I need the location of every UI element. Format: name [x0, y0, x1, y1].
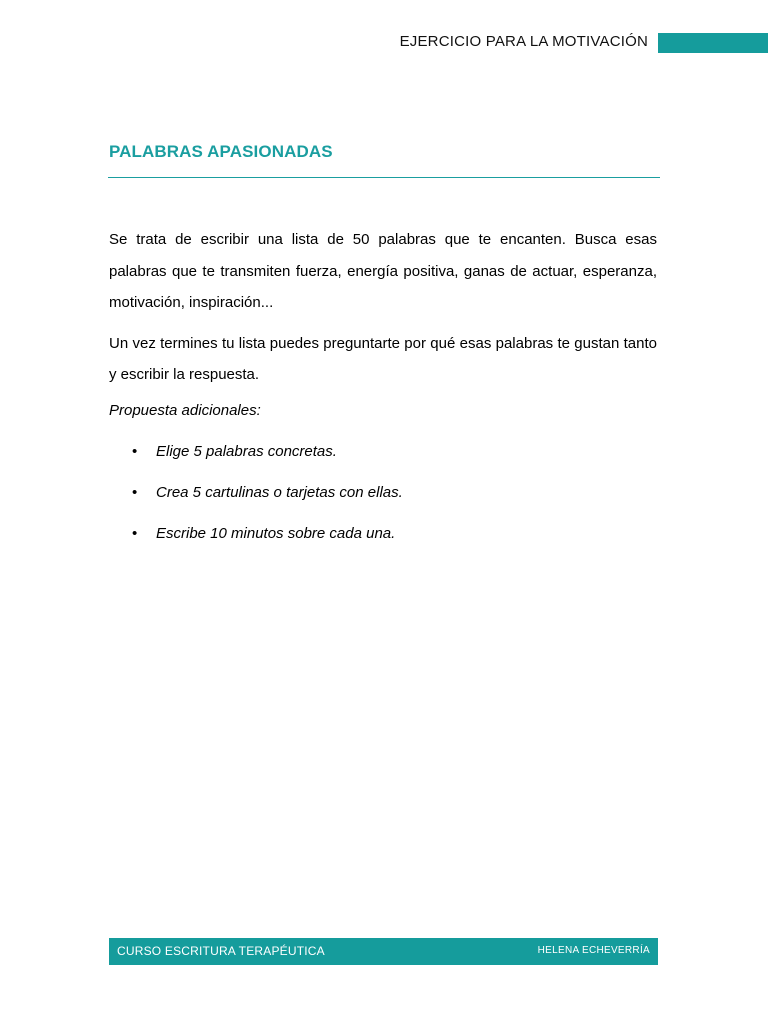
- list-item-text: Escribe 10 minutos sobre cada una.: [156, 524, 396, 542]
- header-accent-bar: [658, 33, 768, 53]
- proposals-list: [109, 441, 657, 545]
- bullet-icon: •: [132, 442, 138, 460]
- section-title: PALABRAS APASIONADAS: [109, 142, 333, 161]
- list-item: [109, 523, 657, 545]
- bullet-icon: •: [132, 483, 138, 501]
- list-item: [109, 482, 657, 504]
- paragraph-intro: Se trata de escribir una lista de 50 palabras que te encanten. Busca esas palabras que te transmiten fuerza, energía positiva, ganas de actuar, esperanza, motivación, inspiración...: [109, 231, 657, 311]
- paragraph-followup: Un vez termines tu lista puedes preguntarte por qué esas palabras te gustan tanto y escribir la respuesta.: [109, 334, 657, 383]
- bullet-icon: •: [132, 524, 138, 542]
- header-title: EJERCICIO PARA LA MOTIVACIÓN: [399, 33, 648, 50]
- list-item-text: Crea 5 cartulinas o tarjetas con ellas.: [156, 483, 403, 501]
- document-body: [109, 224, 657, 564]
- footer-author-name: HELENA ECHEVERRÍA: [537, 945, 650, 956]
- footer-course-name: CURSO ESCRITURA TERAPÉUTICA: [117, 944, 325, 958]
- list-item-text: Elige 5 palabras concretas.: [156, 442, 337, 460]
- footer-bar: [109, 938, 658, 965]
- section-divider: [108, 177, 660, 178]
- list-item: [109, 441, 657, 463]
- proposals-heading: Propuesta adicionales:: [109, 401, 261, 419]
